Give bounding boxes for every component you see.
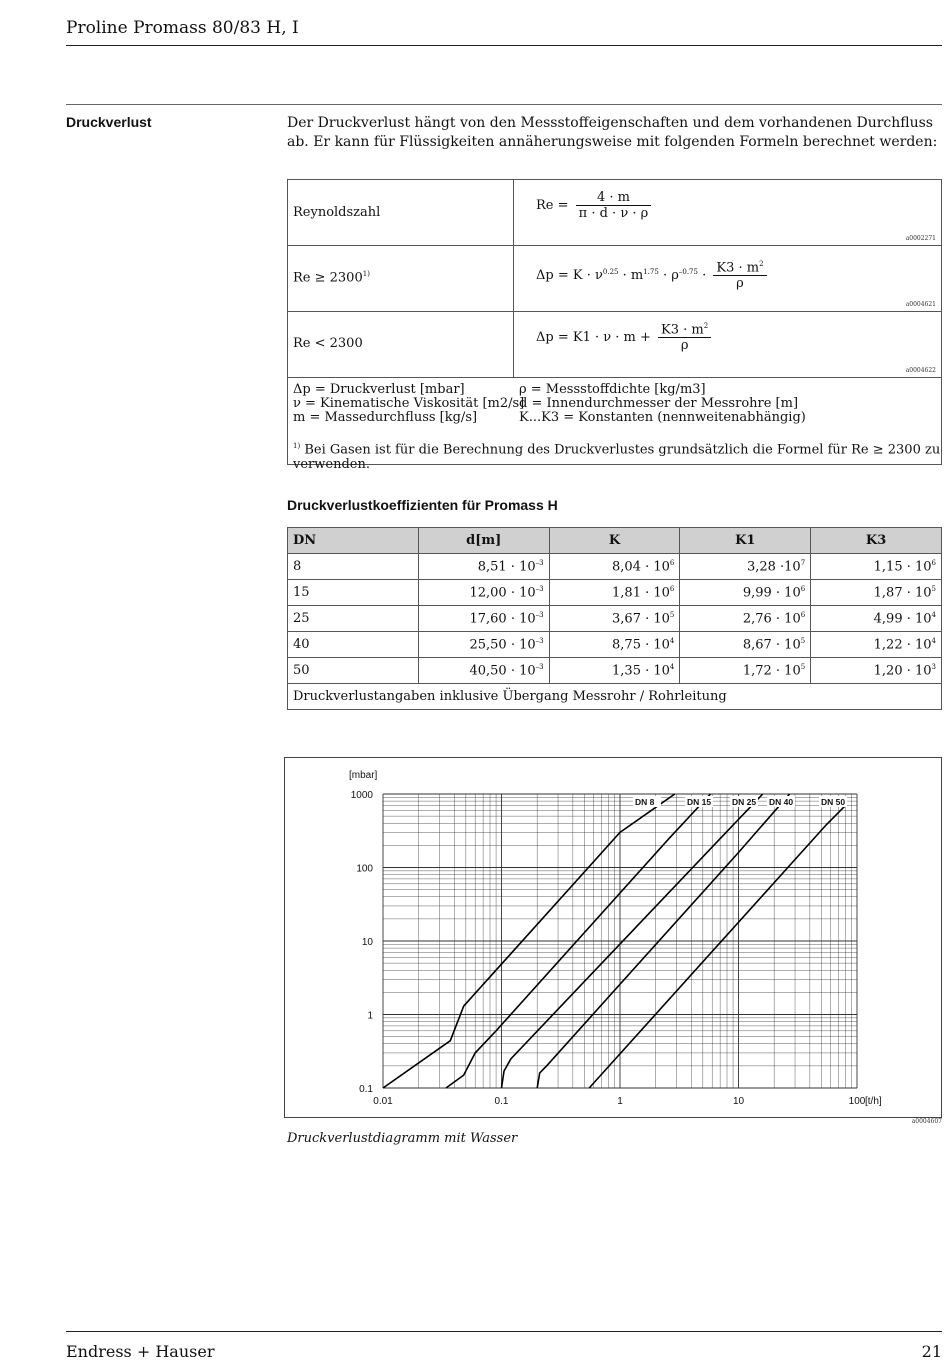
table-cell: 40 xyxy=(288,632,419,658)
table-row xyxy=(288,606,942,632)
y-tick-label: 100 xyxy=(356,863,373,875)
table-cell: $1,15 \cdot 10^6$ xyxy=(811,554,942,580)
column-header: K1 xyxy=(680,528,811,554)
table-cell: $8,67 \cdot 10^5$ xyxy=(680,632,811,658)
column-header: d[m] xyxy=(418,528,549,554)
table-cell: $25,50 \cdot 10^{-3}$ xyxy=(418,632,549,658)
reynolds-formula: Re = $\frac{4 \cdot m}{\pi \cdot d \cdot \nu \cdot \rho}$ xyxy=(536,190,654,221)
table-row xyxy=(288,580,942,606)
x-tick-label: 0.01 xyxy=(373,1096,393,1107)
legend-right: ρ = Messstoffdichte [kg/m3] d = Innendurchmesser der Messrohre [m] K...K3 = Konstanten (nennweitenabhängig) xyxy=(519,382,806,425)
chart-caption: Druckverlustdiagramm mit Wasser xyxy=(287,1131,518,1146)
table-cell: $1,87 \cdot 10^5$ xyxy=(811,580,942,606)
table-cell: $1,81 \cdot 10^6$ xyxy=(549,580,680,606)
table-cell: $1,72 \cdot 10^5$ xyxy=(680,658,811,684)
table-cell: $3,67 \cdot 10^5$ xyxy=(549,606,680,632)
table-note: Druckverlustangaben inklusive Übergang Messrohr / Rohrleitung xyxy=(288,684,942,710)
legend-left: Δp = Druckverlust [mbar] ν = Kinematische Viskosität [m2/s] m = Massedurchfluss [kg/s] xyxy=(293,382,525,425)
table-cell: $1,35 \cdot 10^4$ xyxy=(549,658,680,684)
table-cell: $1,22 \cdot 10^4$ xyxy=(811,632,942,658)
formula-label: $Re \ge 2300^{1)}$ xyxy=(293,270,370,286)
y-axis-label: [mbar] xyxy=(349,770,378,781)
y-tick-label: 10 xyxy=(361,937,373,948)
table-cell: 15 xyxy=(288,580,419,606)
table-cell: $4,99 \cdot 10^4$ xyxy=(811,606,942,632)
y-tick-label: 1 xyxy=(367,1010,373,1022)
section-divider xyxy=(66,104,942,105)
chart-figure-code: a0004607 xyxy=(911,1118,942,1125)
column-header: DN xyxy=(288,528,419,554)
table-cell: $40,50 \cdot 10^{-3}$ xyxy=(418,658,549,684)
table-cell: 25 xyxy=(288,606,419,632)
header-divider xyxy=(66,45,942,46)
pressure-loss-chart xyxy=(285,758,941,1117)
x-tick-label: 1 xyxy=(617,1096,623,1107)
table-cell: 50 xyxy=(288,658,419,684)
x-tick-label: 100 xyxy=(848,1096,866,1107)
table-cell: $1,20 \cdot 10^3$ xyxy=(811,658,942,684)
formula-label: Reynoldszahl xyxy=(293,205,381,220)
footer-divider xyxy=(66,1331,942,1332)
formula-label: Re < 2300 xyxy=(293,336,363,351)
table-cell: $8,51 \cdot 10^{-3}$ xyxy=(418,554,549,580)
table-cell: $17,60 \cdot 10^{-3}$ xyxy=(418,606,549,632)
figure-code: a0004622 xyxy=(905,367,936,374)
table-cell: $2,76 \cdot 10^6$ xyxy=(680,606,811,632)
series-label: DN 40 xyxy=(769,797,794,807)
table-row xyxy=(288,554,942,580)
column-header: K xyxy=(549,528,680,554)
table-note-row xyxy=(288,684,942,710)
footnote: $^{1)}$ Bei Gasen ist für die Berechnung des Druckverlustes grundsätzlich die Formel für Re ≥ 2300 zu verwenden. xyxy=(293,442,941,473)
turbulent-formula: $\Delta p = K \cdot \nu^{0.25} \cdot m^{1.75} \cdot \rho^{-0.75}$ · $\frac{K3 \cdot m^2}{\rho}$ xyxy=(536,260,770,291)
x-tick-label: 0.1 xyxy=(494,1096,509,1107)
series-line xyxy=(589,805,845,1088)
x-axis-label: [t/h] xyxy=(865,1096,882,1107)
page-number: 21 xyxy=(921,1342,942,1361)
laminar-formula: Δp = K1 · ν · m + $\frac{K3 \cdot m^2}{\rho}$ xyxy=(536,322,714,353)
section-intro: Der Druckverlust hängt von den Messstoffeigenschaften und dem vorhandenen Durchfluss ab. Er kann für Flüssigkeiten annäherungsweise mit folgenden Formeln berechnet werden: xyxy=(287,115,938,150)
section-title: Druckverlust xyxy=(66,114,152,130)
column-header: K3 xyxy=(811,528,942,554)
formula-row-laminar xyxy=(288,312,941,378)
series-label: DN 15 xyxy=(687,797,712,807)
x-tick-label: 10 xyxy=(732,1096,745,1107)
table-cell: $8,75 \cdot 10^4$ xyxy=(549,632,680,658)
y-tick-label: 0.1 xyxy=(359,1084,373,1095)
formula-row-reynolds xyxy=(288,180,941,246)
table-row xyxy=(288,658,942,684)
table-cell: $9,99 \cdot 10^6$ xyxy=(680,580,811,606)
series-label: DN 25 xyxy=(732,797,757,807)
table-cell: $12,00 \cdot 10^{-3}$ xyxy=(418,580,549,606)
formula-row-turbulent xyxy=(288,246,941,312)
series-label: DN 8 xyxy=(635,797,655,807)
table-cell: $8,04 \cdot 10^6$ xyxy=(549,554,680,580)
table-row xyxy=(288,632,942,658)
series-label: DN 50 xyxy=(821,797,846,807)
table-cell: $3,28 \cdot 10^7$ xyxy=(680,554,811,580)
figure-code: a0002271 xyxy=(905,235,936,242)
y-tick-label: 1000 xyxy=(350,790,373,801)
header-title: Proline Promass 80/83 H, I xyxy=(66,18,299,38)
formula-box xyxy=(287,179,942,473)
figure-code: a0004621 xyxy=(905,301,936,308)
footer-brand: Endress + Hauser xyxy=(66,1342,215,1361)
chart-frame xyxy=(284,757,942,1118)
coef-table xyxy=(287,527,942,710)
table-header-row xyxy=(288,528,942,554)
coef-table-title: Druckverlustkoeffizienten für Promass H xyxy=(287,497,558,513)
table-cell: 8 xyxy=(288,554,419,580)
